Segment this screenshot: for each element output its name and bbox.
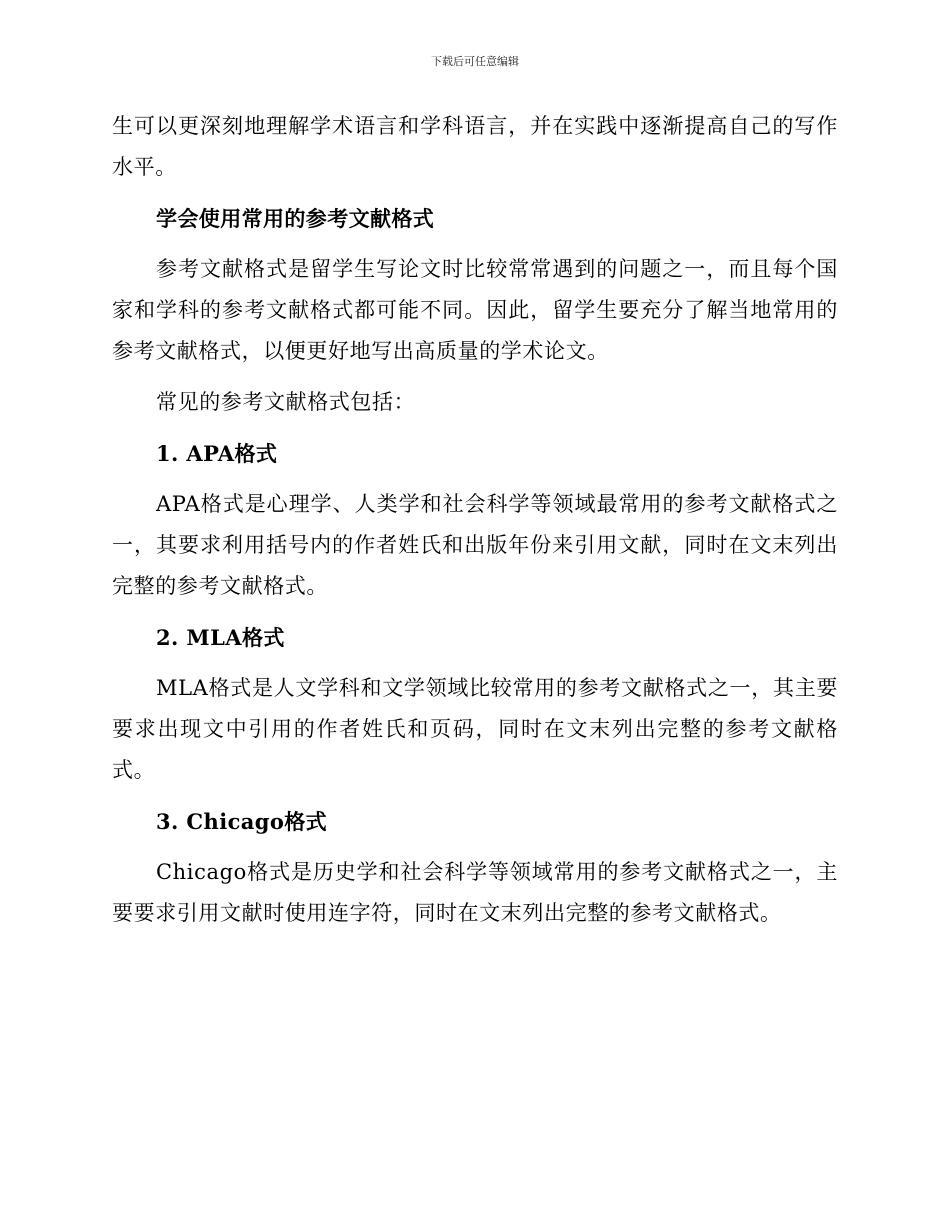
format-heading-mla: 2. MLA格式: [156, 625, 285, 650]
format-heading-chicago: 3. Chicago格式: [156, 809, 328, 834]
continued-paragraph: 生可以更深刻地理解学术语言和学科语言，并在实践中逐渐提高自己的写作水平。: [112, 114, 838, 179]
format-paragraph-chicago: Chicago格式是历史学和社会科学等领域常用的参考文献格式之一，主要要求引用文献时使用连字符，同时在文末列出完整的参考文献格式。: [112, 860, 838, 925]
format-heading-apa: 1. APA格式: [156, 441, 278, 466]
document-body: [112, 106, 838, 934]
format-paragraph-apa: APA格式是心理学、人类学和社会科学等领域最常用的参考文献格式之一，其要求利用括号内的作者姓氏和出版年份来引用文献，同时在文末列出完整的参考文献格式。: [112, 492, 838, 598]
format-paragraph-mla: MLA格式是人文学科和文学领域比较常用的参考文献格式之一，其主要要求出现文中引用的作者姓氏和页码，同时在文末列出完整的参考文献格式。: [112, 676, 838, 782]
intro-paragraph: 参考文献格式是留学生写论文时比较常常遇到的问题之一，而且每个国家和学科的参考文献格式都可能不同。因此，留学生要充分了解当地常用的参考文献格式，以便更好地写出高质量的学术论文。: [112, 257, 838, 363]
page-header: 下载后可任意编辑: [431, 55, 519, 68]
list-intro-paragraph: 常见的参考文献格式包括：: [156, 390, 416, 414]
section-heading: 学会使用常用的参考文献格式: [156, 206, 435, 231]
